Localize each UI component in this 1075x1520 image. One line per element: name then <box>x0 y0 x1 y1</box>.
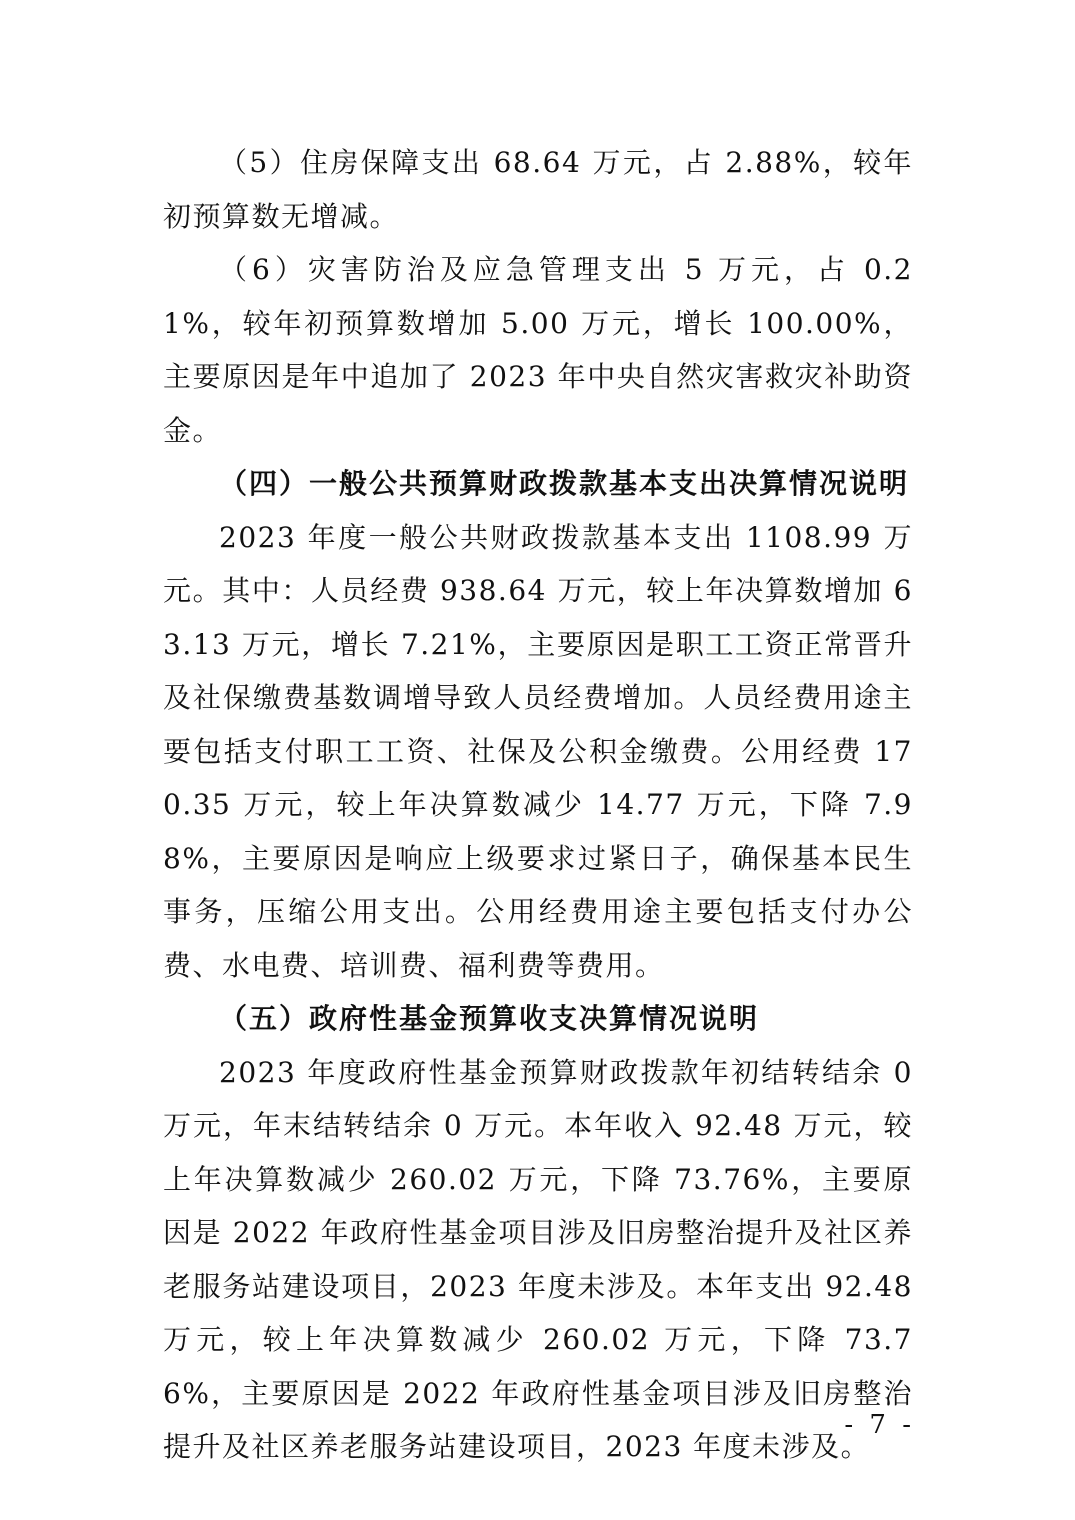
paragraph-disaster-prevention-expenditure: （6）灾害防治及应急管理支出 5 万元，占 0.21%，较年初预算数增加 5.00 万元，增长 100.00%，主要原因是年中追加了 2023 年中央自然灾害救灾补助资金。 <box>163 253 913 447</box>
paragraph-housing-expenditure: （5）住房保障支出 68.64 万元，占 2.88%，较年初预算数无增减。 <box>163 146 913 233</box>
section-heading-government-fund: （五）政府性基金预算收支决算情况说明 <box>219 1002 760 1035</box>
page-number: - 7 - <box>844 1410 915 1440</box>
document-body <box>163 136 913 1474</box>
section-heading-basic-expenditure: （四）一般公共预算财政拨款基本支出决算情况说明 <box>219 467 910 500</box>
paragraph-basic-expenditure: 2023 年度一般公共财政拨款基本支出 1108.99 万元。其中：人员经费 938.64 万元，较上年决算数增加 63.13 万元，增长 7.21%，主要原因是职工工资正常晋升及社保缴费基数调增导致人员经费增加。人员经费用途主要包括支付职工工资、社保及公积金缴费。公用经费 170.35 万元，较上年决算数减少 14.77 万元，下降 7.98%，主要原因是响应上级要求过紧日子，确保基本民生事务，压缩公用支出。公用经费用途主要包括支付办公费、水电费、培训费、福利费等费用。 <box>163 520 913 982</box>
paragraph-government-fund: 2023 年度政府性基金预算财政拨款年初结转结余 0 万元，年末结转结余 0 万元。本年收入 92.48 万元，较上年决算数减少 260.02 万元，下降 73.76%，主要原因是 2022 年政府性基金项目涉及旧房整治提升及社区养老服务站建设项目，2023 年度未涉及。本年支出 92.48 万元，较上年决算数减少 260.02 万元，下降 73.76%，主要原因是 2022 年政府性基金项目涉及旧房整治提升及社区养老服务站建设项目，2023 年度未涉及。 <box>163 1055 913 1463</box>
